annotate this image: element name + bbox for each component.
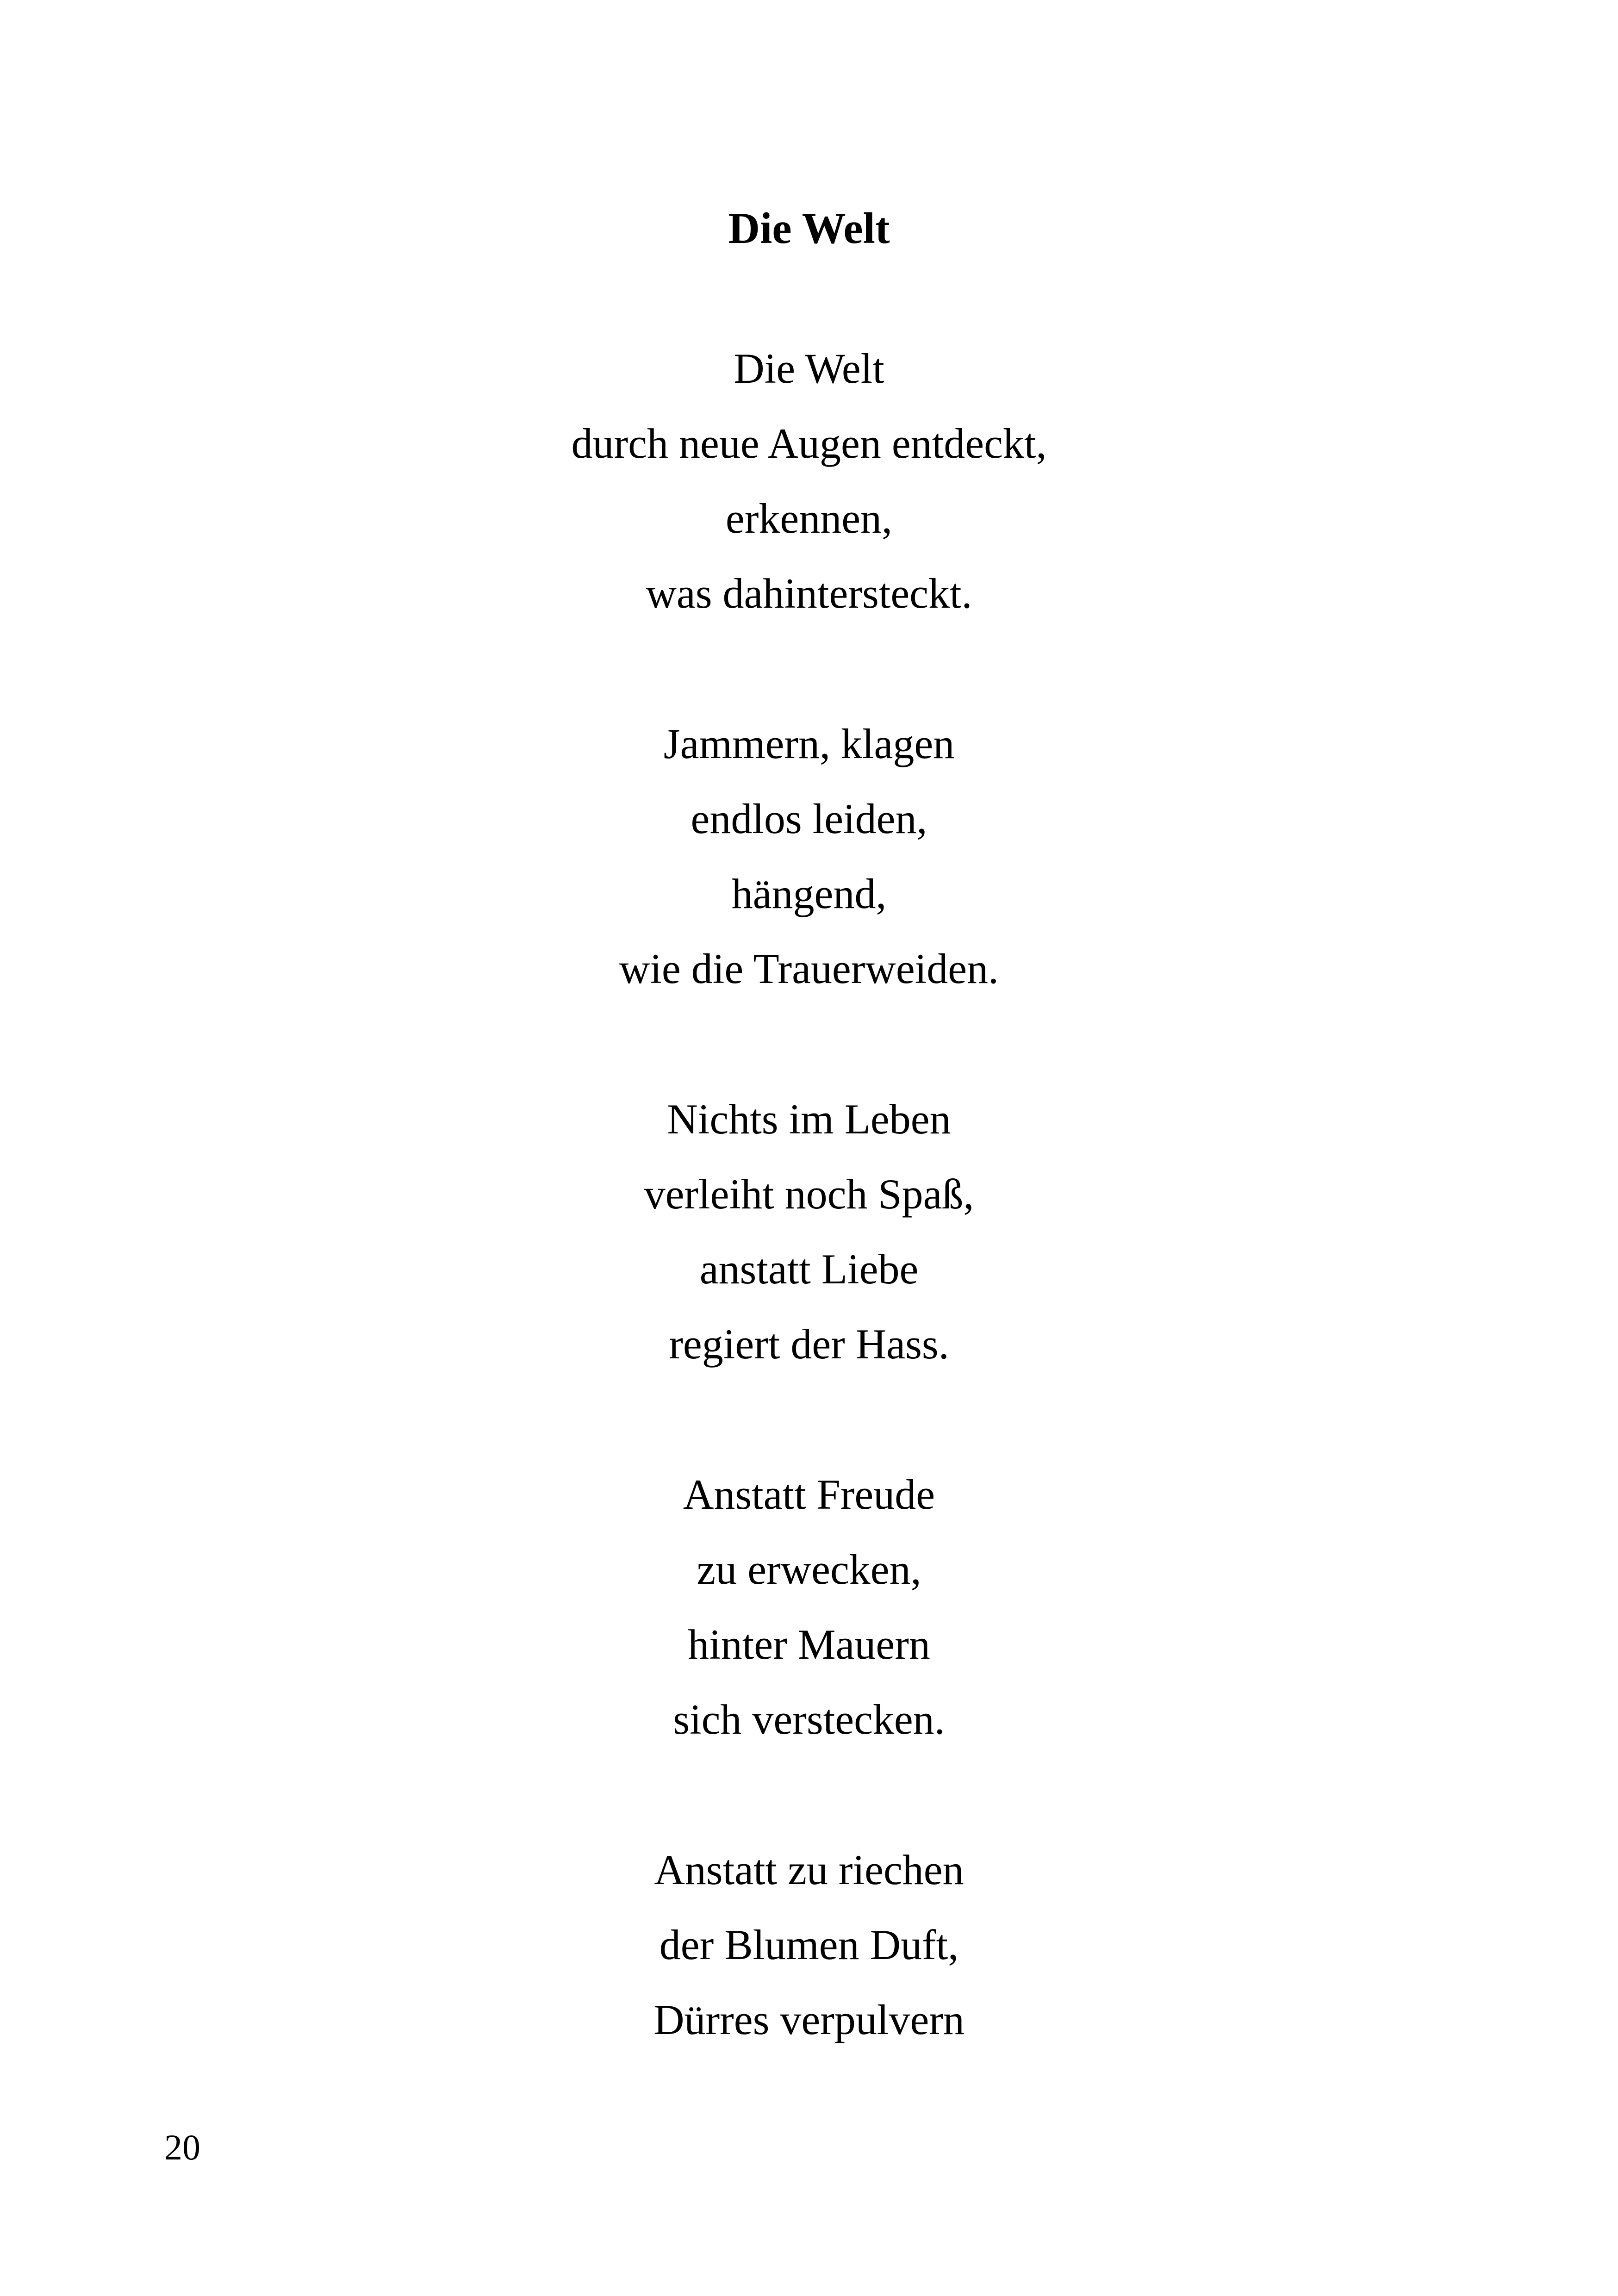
stanza xyxy=(0,1832,1618,2057)
poem-line: verleiht noch Spaß, xyxy=(644,1170,974,1218)
page-number: 20 xyxy=(164,2127,200,2167)
stanza xyxy=(0,1457,1618,1757)
poem-line: Anstatt zu riechen xyxy=(654,1846,964,1893)
poem-line: endlos leiden, xyxy=(691,795,927,842)
poem-line: wie die Trauerweiden. xyxy=(619,945,999,992)
poem-line: anstatt Liebe xyxy=(699,1245,919,1293)
poem-line: erkennen, xyxy=(725,495,893,542)
poem-line: sich verstecken. xyxy=(673,1696,945,1743)
poem-line: was dahintersteckt. xyxy=(646,570,972,617)
stanza xyxy=(0,706,1618,1006)
stanza xyxy=(0,331,1618,631)
poem-line: hinter Mauern xyxy=(688,1621,930,1668)
poem-line: hängend, xyxy=(731,870,887,917)
poem-line: Dürres verpulvern xyxy=(653,1996,965,2043)
poem-line: Die Welt xyxy=(734,345,884,392)
poem-title: Die Welt xyxy=(728,204,890,253)
poem-line: zu erwecken, xyxy=(697,1546,921,1593)
poem-line: Anstatt Freude xyxy=(683,1471,935,1518)
poem-line: regiert der Hass. xyxy=(669,1320,949,1368)
poem-line: Nichts im Leben xyxy=(667,1095,951,1143)
stanza xyxy=(0,1082,1618,1381)
poem-line: der Blumen Duft, xyxy=(659,1921,959,1968)
poem-line: durch neue Augen entdeckt, xyxy=(571,420,1047,467)
poem-line: Jammern, klagen xyxy=(663,720,955,767)
poem-body xyxy=(0,331,1618,2133)
